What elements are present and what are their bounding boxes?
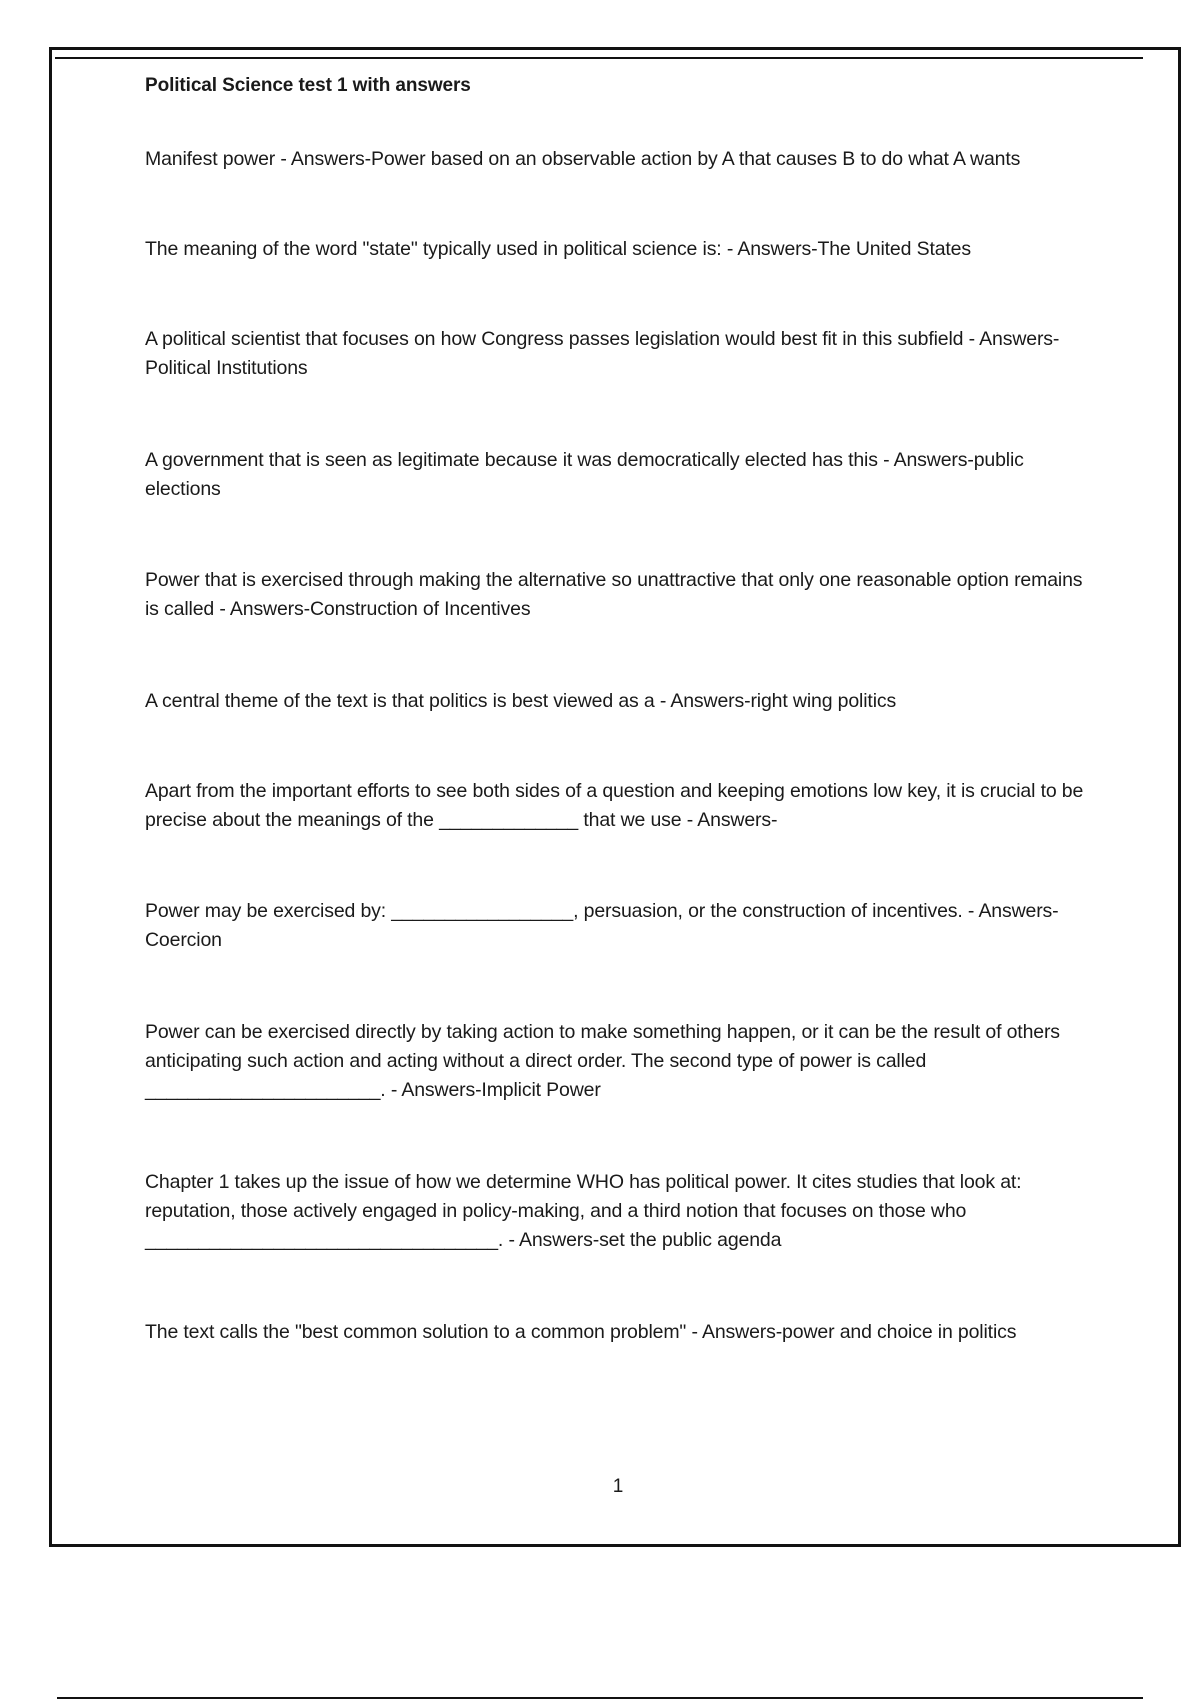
qa-item-manifest-power: Manifest power - Answers-Power based on an observable action by A that causes B to do what A wants bbox=[145, 148, 1021, 170]
qa-item-who-has-power: Chapter 1 takes up the issue of how we determine WHO has political power. It cites studies that look at: reputation, those actively engaged in policy-making, and a third notion that focuses on those who _________________________________. - Answers-set the public agenda bbox=[145, 1171, 1022, 1251]
qa-item-common-solution: The text calls the "best common solution to a common problem" - Answers-power and choice in politics bbox=[145, 1321, 1017, 1343]
qa-item-state-meaning: The meaning of the word "state" typically used in political science is: - Answers-The United States bbox=[145, 238, 971, 260]
qa-item-implicit-power: Power can be exercised directly by taking action to make something happen, or it can be the result of others anticipating such action and acting without a direct order. The second type of power is called ______________________. - Answers-Implicit Power bbox=[145, 1021, 1060, 1101]
qa-item-power-exercise: Power may be exercised by: _________________, persuasion, or the construction of incentives. - Answers-Coercion bbox=[145, 900, 1059, 951]
page-number: 1 bbox=[612, 1476, 624, 1497]
qa-item-subfield: A political scientist that focuses on how Congress passes legislation would best fit in this subfield - Answers-Political Institutions bbox=[145, 328, 1060, 379]
qa-item-incentives: Power that is exercised through making the alternative so unattractive that only one reasonable option remains is called - Answers-Construction of Incentives bbox=[145, 569, 1083, 620]
top-rule-divider bbox=[55, 57, 1143, 59]
qa-item-precise-meanings: Apart from the important efforts to see both sides of a question and keeping emotions low key, it is crucial to be precise about the meanings of the _____________ that we use - Answers- bbox=[145, 780, 1084, 831]
document-title: Political Science test 1 with answers bbox=[145, 75, 471, 96]
bottom-rule-divider bbox=[57, 1697, 1143, 1699]
qa-item-legitimacy: A government that is seen as legitimate because it was democratically elected has this - Answers-public elections bbox=[145, 449, 1024, 500]
qa-item-central-theme: A central theme of the text is that politics is best viewed as a - Answers-right wing politics bbox=[145, 690, 897, 712]
